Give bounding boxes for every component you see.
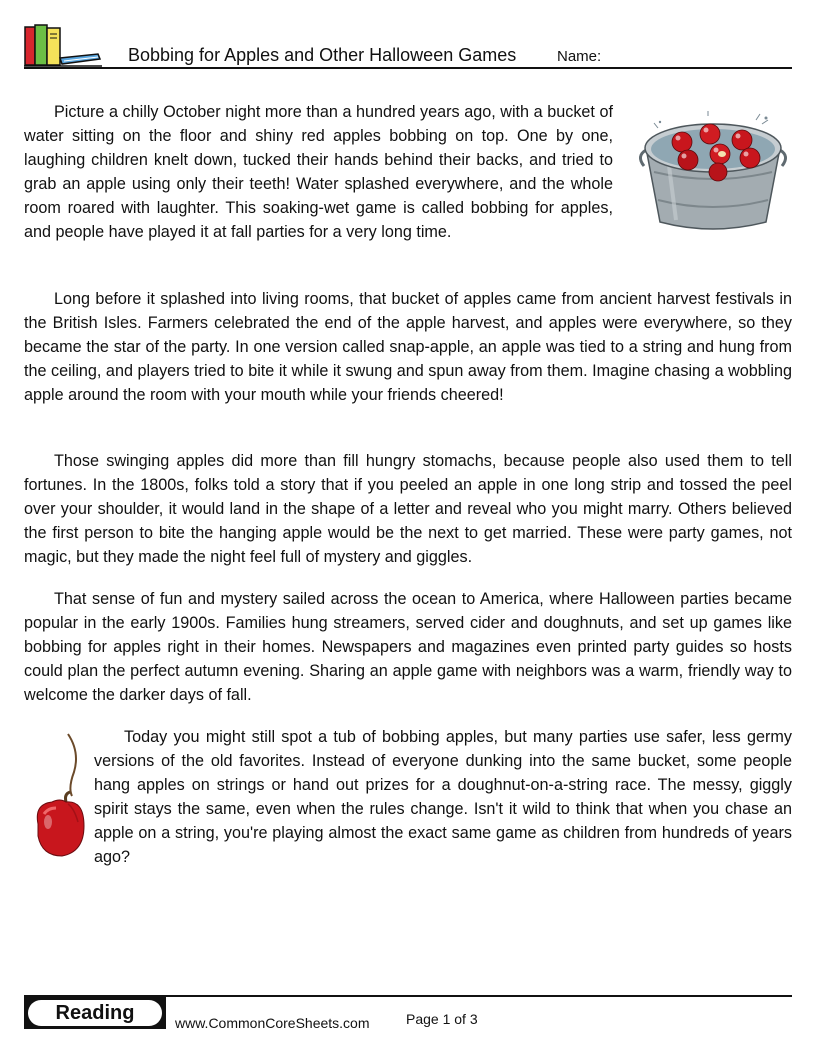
paragraph-2: Long before it splashed into living rooms, that bucket of apples came from ancient harvest festivals in the British Isles. Farmers celebrated the end of the apple harvest, and apples were everywhere, so they became the star of the party. In one version called snap-apple, an apple was tied to a string and hung from the ceiling, and players tried to bite it while it swung and spun away from them. Imagine chasing a wobbling apple around the room with your mouth while your friends cheered! <box>24 290 792 404</box>
header-divider <box>24 67 792 69</box>
books-logo-icon <box>24 24 102 68</box>
paragraph-3: Those swinging apples did more than fill hungry stomachs, because people also used them to tell fortunes. In the 1800s, folks told a story that if you peeled an apple in one long strip and tossed the peel over your shoulder, it would land in the shape of a letter and reveal who you might marry. Others believed the first person to bite the hanging apple would be the next to get married. These were party games, not magic, but they made the night feel full of mystery and giggles. <box>24 452 792 566</box>
apple-on-string-image <box>28 732 92 862</box>
reading-badge <box>24 997 166 1029</box>
paragraph-4: That sense of fun and mystery sailed across the ocean to America, where Halloween parties became popular in the early 1900s. Families hung streamers, served cider and doughnuts, and set up games like bobbing for apples right in their homes. Newspapers and magazines even printed party guides so hosts could plan the perfect autumn evening. Sharing an apple game with neighbors was a warm, friendly way to welcome the darker days of fall. <box>24 590 792 704</box>
paragraph-1: Picture a chilly October night more than a hundred years ago, with a bucket of water sitting on the floor and shiny red apples bobbing on top. One by one, laughing children knelt down, tucked their hands behind their backs, and tried to grab an apple using only their teeth! Water splashed everywhere, and the whole room roared with laughter. This soaking-wet game is called bobbing for apples, and people have played it at fall parties for a very long time. <box>24 103 613 241</box>
apple-tub-image <box>638 110 788 240</box>
name-label: Name: <box>557 48 602 65</box>
site-url: www.CommonCoreSheets.com <box>175 1015 370 1031</box>
page-number: Page 1 of 3 <box>406 1011 478 1027</box>
reading-badge-label: Reading <box>28 1000 162 1026</box>
paragraph-5: Today you might still spot a tub of bobbing apples, but many parties use safer, less germy versions of the old favorites. Instead of everyone dunking into the same bucket, some people hang apples on strings or hand out prizes for a doughnut-on-a-string race. The messy, giggly spirit stays the same, even when the rules change. Isn't it wild to think that when you chase an apple on a string, you're playing almost the exact same game as children from hundreds of years ago? <box>94 728 792 866</box>
page-title: Bobbing for Apples and Other Halloween Games <box>128 45 517 65</box>
